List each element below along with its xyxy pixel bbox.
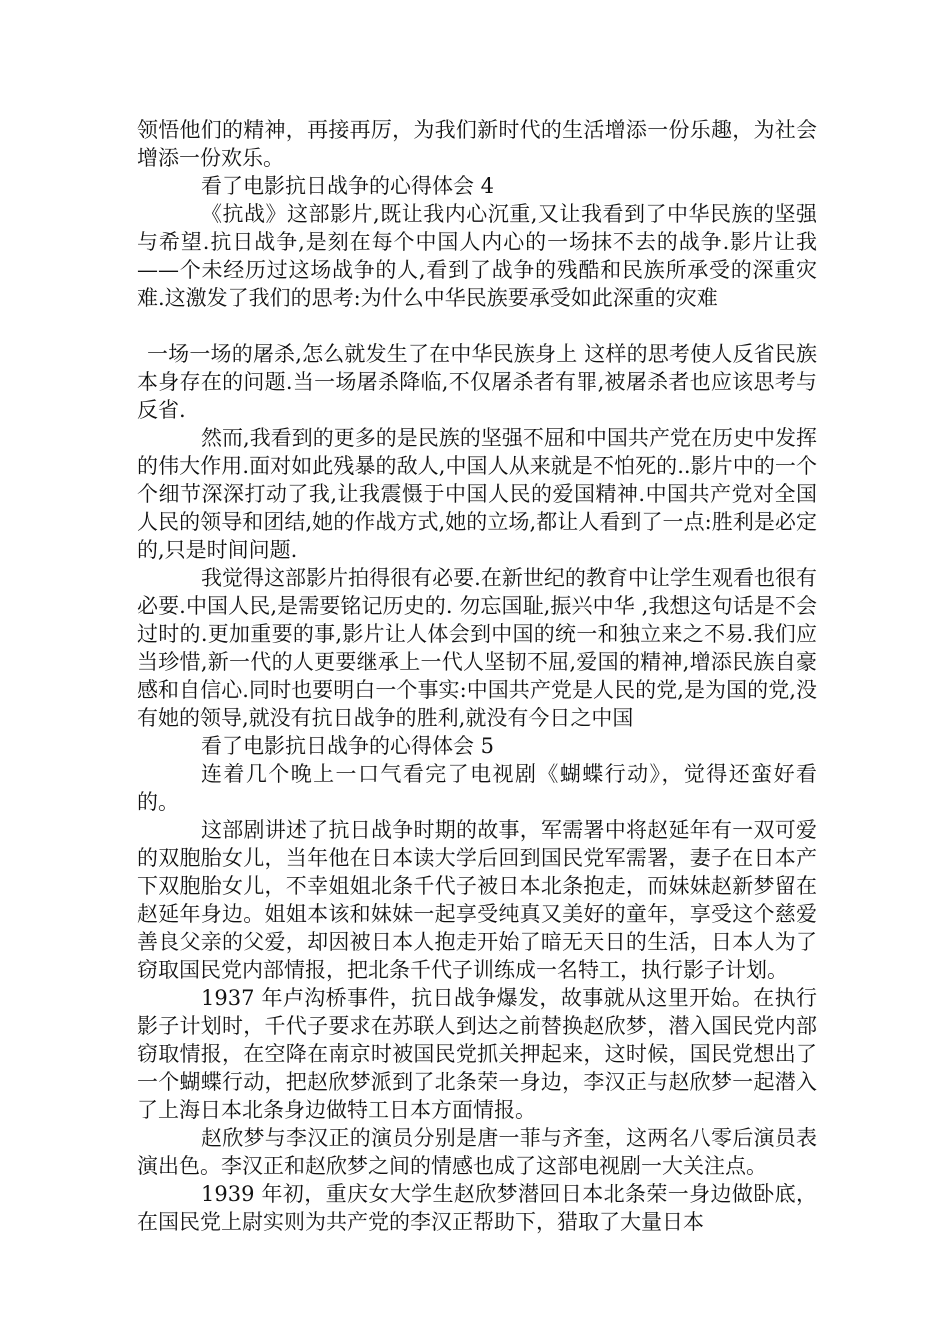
paragraph: 1937 年卢沟桥事件，抗日战争爆发，故事就从这里开始。在执行影子计划时，千代子要求在苏联人到达之前替换赵欣梦，潜入国民党内部窃取情报，在空降在南京时被国民党抓关押起来，这时候，国民党想出了一个蝴蝶行动，把赵欣梦派到了北条荣一身边，李汉正与赵欣梦一起潜入了上海日本北条身边做特工日本方面情报。	[137, 986, 817, 1122]
paragraph: 1939 年初，重庆女大学生赵欣梦潜回日本北条荣一身边做卧底，在国民党上尉实则为共产党的李汉正帮助下，猎取了大量日本	[137, 1182, 817, 1234]
paragraph: 我觉得这部影片拍得很有必要.在新世纪的教育中让学生观看也很有必要.中国人民,是需要铭记历史的. 勿忘国耻,振兴中华 ,我想这句话是不会过时的.更加重要的事,影片让人体会到中国的统一和独立来之不易.我们应当珍惜,新一代的人更要继承上一代人坚韧不屈,爱国的精神,增添民族自豪感和自信心.同时也要明白一个事实:中国共产党是人民的党,是为国的党,没有她的领导,就没有抗日战争的胜利,就没有今日之中国	[137, 566, 817, 730]
paragraph: 连着几个晚上一口气看完了电视剧《蝴蝶行动》，觉得还蛮好看的。	[137, 762, 817, 814]
section-heading: 看了电影抗日战争的心得体会 4	[201, 174, 495, 198]
paragraph: 《抗战》这部影片,既让我内心沉重,又让我看到了中华民族的坚强与希望.抗日战争,是刻在每个中国人内心的一场抹不去的战争.影片让我——个未经历过这场战争的人,看到了战争的残酷和民族所承受的深重灾难.这激发了我们的思考:为什么中华民族要承受如此深重的灾难	[137, 202, 817, 310]
section-heading: 看了电影抗日战争的心得体会 5	[201, 734, 495, 758]
paragraph: 赵欣梦与李汉正的演员分别是唐一菲与齐奎，这两名八零后演员表演出色。李汉正和赵欣梦之间的情感也成了这部电视剧一大关注点。	[137, 1126, 817, 1178]
blank-line	[137, 312, 817, 340]
paragraph: 领悟他们的精神，再接再厉，为我们新时代的生活增添一份乐趣，为社会增添一份欢乐。	[137, 118, 817, 170]
paragraph: 一场一场的屠杀,怎么就发生了在中华民族身上 这样的思考使人反省民族本身存在的问题.当一场屠杀降临,不仅屠杀者有罪,被屠杀者也应该思考与反省.	[137, 342, 817, 422]
paragraph: 这部剧讲述了抗日战争时期的故事，军需署中将赵延年有一双可爱的双胞胎女儿，当年他在日本读大学后回到国民党军需署，妻子在日本产下双胞胎女儿，不幸姐姐北条千代子被日本北条抱走，而妹妹赵新梦留在赵延年身边。姐姐本该和妹妹一起享受纯真又美好的童年，享受这个慈爱善良父亲的父爱，却因被日本人抱走开始了暗无天日的生活，日本人为了窃取国民党内部情报，把北条千代子训练成一名特工，执行影子计划。	[137, 818, 817, 982]
paragraph: 然而,我看到的更多的是民族的坚强不屈和中国共产党在历史中发挥的伟大作用.面对如此残暴的敌人,中国人从来就是不怕死的..影片中的一个个细节深深打动了我,让我震慑于中国人民的爱国精神.中国共产党对全国人民的领导和团结,她的作战方式,她的立场,都让人看到了一点:胜利是必定的,只是时间问题.	[137, 426, 817, 562]
document-body	[137, 116, 817, 1236]
